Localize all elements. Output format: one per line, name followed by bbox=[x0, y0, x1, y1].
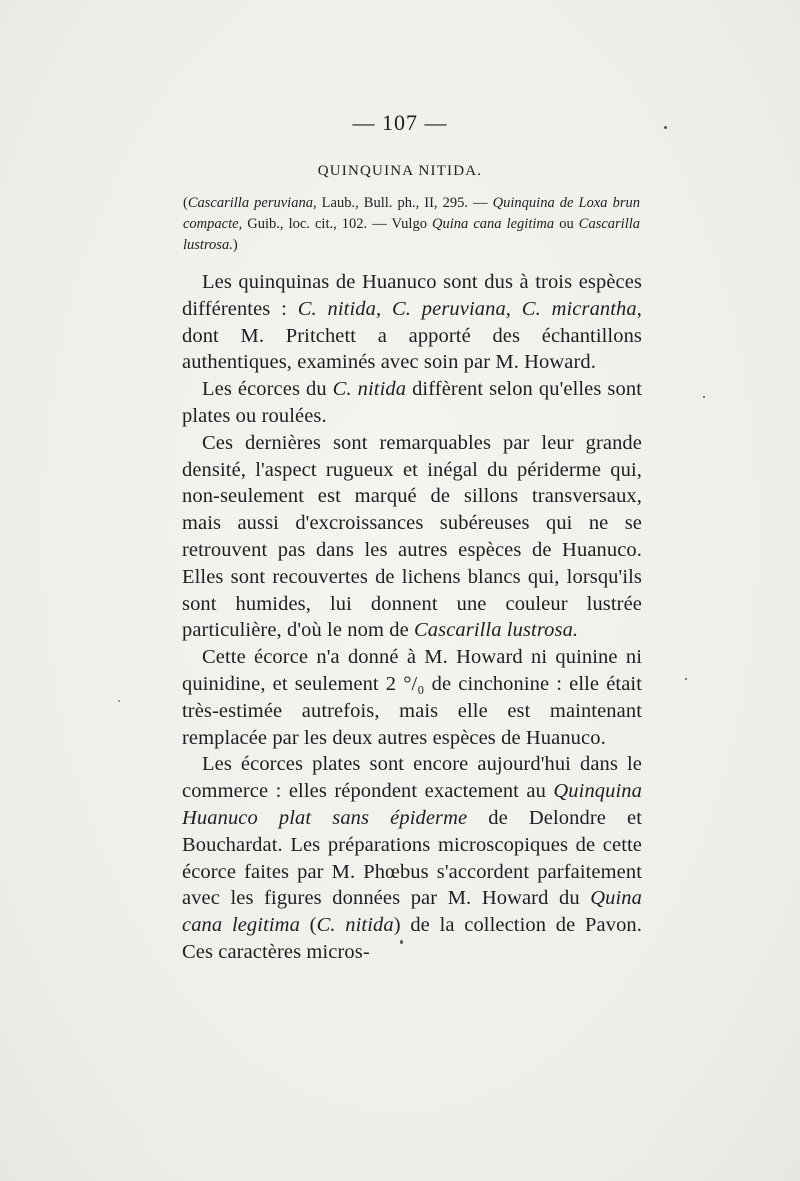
paper-speck bbox=[703, 396, 705, 398]
text-run: de Delondre et Bouchardat. Les préparations microscopiques de cette écorce faites par M. Phœbus s'accordent parfaitement avec les figures données par M. Howard du bbox=[182, 806, 643, 910]
text-run: Les quinquinas de Huanuco sont dus à trois espèces différentes : bbox=[182, 271, 642, 320]
text-run: diffèrent selon qu'elles sont plates ou roulées. bbox=[182, 378, 642, 427]
paragraph bbox=[182, 751, 642, 965]
italic-text-run: Quinquina Huanuco plat sans épiderme bbox=[182, 780, 642, 829]
italic-text-run: C. nitida, C. peruviana, C. micrantha, bbox=[297, 297, 642, 320]
italic-text-run: Cascarilla peruviana bbox=[187, 195, 313, 211]
text-run: ) de la collection de Pavon. Ces caractères micros- bbox=[182, 914, 642, 963]
text-run: , Guib., loc. cit., 102. — Vulgo bbox=[238, 216, 433, 232]
text-run: ou bbox=[554, 216, 579, 232]
italic-text-run: C. nitida bbox=[316, 914, 394, 937]
paragraph bbox=[182, 269, 642, 376]
synonymy-note bbox=[183, 193, 640, 256]
italic-text-run: Quinquina de Loxa brun compacte bbox=[183, 195, 641, 232]
text-run: Ces dernières sont remarquables par leur grande densité, l'aspect rugueux et inégal du périderme qui, non-seulement est marqué de sillons transversaux, mais aussi d'excroissances subéreuses qui ne se retrouvent pas dans les autres espèces de Huanuco. Elles sont recouvertes de lichens blancs qui, lorsqu'ils sont humides, lui donnent une couleur lustrée particulière, d'où le nom de bbox=[182, 431, 642, 642]
italic-text-run: Quina cana legitima bbox=[432, 216, 555, 232]
section-heading: QUINQUINA NITIDA. bbox=[317, 163, 483, 179]
italic-text-run: C. nitida bbox=[332, 378, 407, 401]
paper-speck bbox=[400, 940, 403, 944]
body-text bbox=[182, 269, 642, 966]
text-run: Les écorces du bbox=[202, 378, 333, 401]
paragraph bbox=[182, 376, 642, 430]
paper-speck bbox=[685, 678, 687, 680]
italic-text-run: Cascarilla lustrosa. bbox=[414, 619, 579, 642]
text-run: ) bbox=[232, 237, 238, 253]
text-run: Les écorces plates sont encore aujourd'hui dans le commerce : elles répondent exactement au bbox=[182, 753, 642, 803]
italic-text-run: Quina cana legitima bbox=[182, 887, 642, 937]
text-run: ( bbox=[183, 195, 188, 211]
italic-text-run: Cascarilla lustrosa. bbox=[183, 216, 641, 253]
paper-speck bbox=[664, 126, 667, 129]
text-run: ( bbox=[299, 914, 317, 937]
paragraph bbox=[182, 644, 642, 751]
text-run: Cette écorce n'a donné à M. Howard ni quinine ni quinidine, et seulement 2 °/₀ de cinchonine : elle était très-estimée autrefois, mais elle est maintenant remplacée par les deux autres espèces de Huanuco. bbox=[182, 646, 642, 749]
paragraph bbox=[182, 430, 642, 644]
text-run: , Laub., Bull. ph., II, 295. — bbox=[312, 195, 493, 211]
text-run: dont M. Pritchett a apporté des échantillons authentiques, examinés avec soin par M. Howard. bbox=[182, 324, 642, 374]
paper-speck bbox=[118, 700, 120, 702]
page-number: — 107 — bbox=[352, 110, 448, 135]
